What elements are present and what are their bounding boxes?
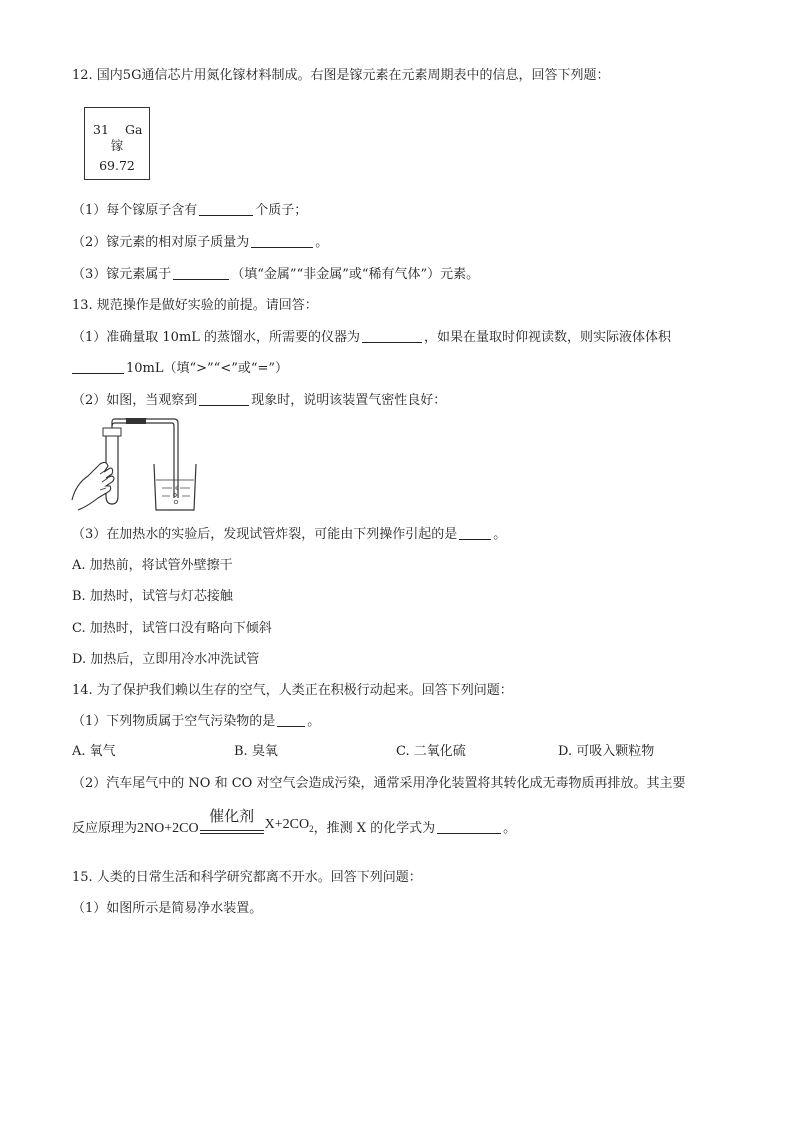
catalyst-arrow: [200, 807, 264, 839]
q13-option-d[interactable]: D. 加热后，立即用冷水冲洗试管: [72, 652, 260, 667]
eq-products-main: X+2CO: [264, 817, 310, 833]
eq-suffix-text: ，推测 X 的化学式为: [313, 821, 436, 836]
q13-part3-text: （3）在加热水的实验后，发现试管炸裂，可能由下列操作引起的是: [72, 527, 458, 542]
q13-part1-cont: [72, 359, 288, 379]
q15-part1: （1）如图所示是简易净水装置。: [72, 901, 263, 916]
arrow-line-bottom: [200, 833, 264, 834]
q13-part2: [72, 391, 446, 411]
q12-part2: [72, 233, 328, 253]
q13-part1: [72, 328, 671, 348]
q14-part2: （2）汽车尾气中的 NO 和 CO 对空气会造成污染，通常采用净化装置将其转化成无毒物质再排放。其主要: [72, 776, 686, 791]
element-name: 镓: [110, 138, 124, 153]
q13-part3-tail: 。: [493, 527, 507, 542]
q13-option-b[interactable]: B. 加热时，试管与灯芯接触: [72, 589, 233, 604]
periodic-table-cell-gallium: [84, 107, 150, 180]
eq-suffix-tail: 。: [503, 821, 517, 836]
q12-part1: [72, 201, 307, 221]
eq-suffix: [314, 819, 517, 839]
q15-stem: 15. 人类的日常生活和科学研究都离不开水。回答下列问题：: [72, 870, 422, 885]
q14-option-d[interactable]: D. 可吸入颗粒物: [558, 744, 655, 759]
q13-part2-text: （2）如图，当观察到: [72, 393, 198, 408]
reaction-equation-line: [72, 807, 517, 845]
q12-part1-tail: 个质子；: [255, 203, 308, 218]
catalyst-label: 催化剂: [209, 807, 255, 825]
q14-option-c[interactable]: C. 二氧化硫: [396, 744, 466, 759]
atomic-number: 31: [93, 122, 109, 137]
q13-option-c[interactable]: C. 加热时，试管口没有略向下倾斜: [72, 621, 272, 636]
answer-blank[interactable]: [362, 328, 422, 343]
q14-option-a[interactable]: A. 氧气: [72, 744, 116, 759]
q13-option-a[interactable]: A. 加热前，将试管外壁擦干: [72, 558, 233, 573]
element-symbol: Ga: [125, 122, 143, 137]
answer-blank[interactable]: [459, 525, 491, 540]
atomic-mass: 69.72: [99, 158, 135, 173]
q14-part1-tail: 。: [307, 714, 321, 729]
answer-blank[interactable]: [199, 201, 253, 216]
q12-stem: 12. 国内5G通信芯片用氮化镓材料制成。右图是镓元素在元素周期表中的信息，回答下列题：: [72, 68, 610, 83]
answer-blank[interactable]: [437, 819, 501, 834]
q12-part2-text: （2）镓元素的相对原子质量为: [72, 235, 250, 250]
q12-part3: [72, 265, 479, 285]
answer-blank[interactable]: [72, 359, 124, 374]
answer-blank[interactable]: [199, 391, 249, 406]
q14-part1-text: （1）下列物质属于空气污染物的是: [72, 714, 276, 729]
q12-part3-tail: （填“金属”“非金属”或“稀有气体”）元素。: [231, 267, 480, 282]
arrow-line-top: [200, 830, 264, 831]
q13-part2-tail: 现象时，说明该装置气密性良好：: [251, 393, 447, 408]
q14-option-b[interactable]: B. 臭氧: [234, 744, 278, 759]
q13-part1-mid: ，如果在量取时仰视读数，则实际液体体积: [424, 330, 672, 345]
q13-part1-text: （1）准确量取 10mL 的蒸馏水，所需要的仪器为: [72, 330, 361, 345]
eq-reactants: 2NO+2CO: [137, 821, 199, 836]
eq-products-subscript: 2: [309, 824, 314, 834]
q13-stem: 13. 规范操作是做好实验的前提。请回答：: [72, 298, 318, 313]
q12-part3-text: （3）镓元素属于: [72, 267, 172, 282]
eq-prefix: 反应原理为: [72, 821, 138, 836]
q13-part3: [72, 525, 506, 545]
answer-blank[interactable]: [251, 233, 313, 248]
eq-products: [265, 815, 314, 839]
answer-blank[interactable]: [173, 265, 229, 280]
airtightness-check-apparatus: [70, 418, 200, 514]
q14-stem: 14. 为了保护我们赖以生存的空气，人类正在积极行动起来。回答下列问题：: [72, 683, 513, 698]
answer-blank[interactable]: [277, 712, 305, 727]
q12-part1-text: （1）每个镓原子含有: [72, 203, 198, 218]
q14-part1: [72, 712, 320, 732]
q13-part1-tail: 10mL（填“>”“<”或“=”）: [126, 361, 289, 376]
q12-part2-tail: 。: [315, 235, 329, 250]
